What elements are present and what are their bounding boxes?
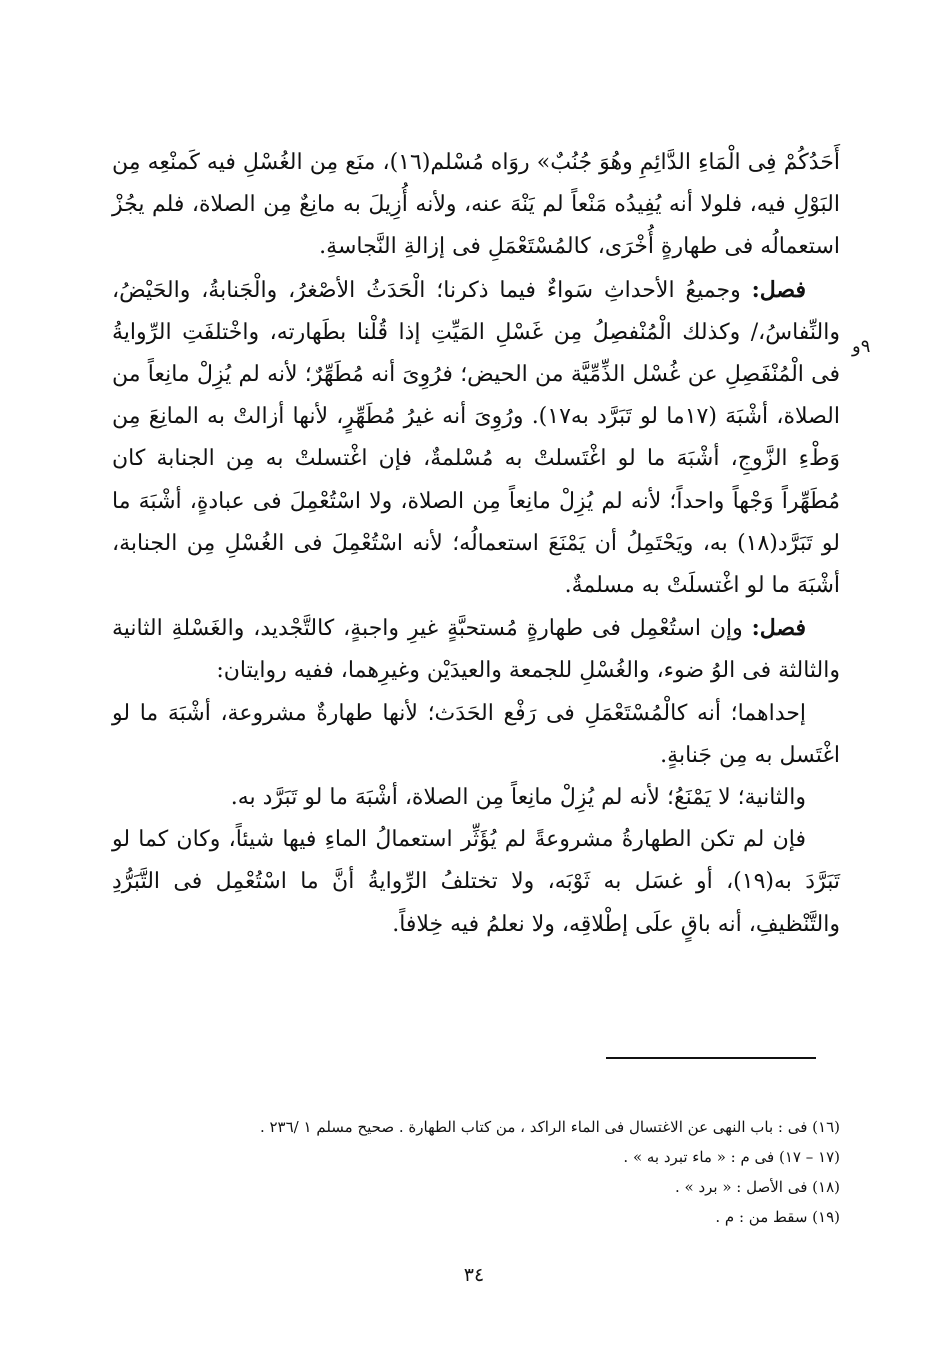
footnote-17: (١٧ – ١٧) فى م : « ماء تبرد به » . [623, 1148, 840, 1166]
paragraph-6-text: فإن لم تكن الطهارةُ مشروعةً لم يُؤَثِّر استعمالُ الماءِ فيها شيئاً، وكان كما لو تَبَرَّدَ به(١٩)، أو غسَل به ثَوْبَه، ولا تختلفُ الرِّوايةُ أنَّ ما اسْتُعْمِل فى التَّبَرُّدِ والتَّنْظيفِ، أنه باقٍ علَى إطْلاقِه، ولا نعلمُ فيه خِلافاً. [112, 827, 840, 937]
manuscript-folio-marker: ٩و [852, 336, 871, 357]
paragraph-4 [112, 693, 840, 777]
paragraph-3-text: وإن استُعْمِل فى طهارةٍ مُستحبَّةٍ غيرِ واجبةٍ، كالتَّجْديد، والغَسْلةِ الثانية والثالثة فى الوُ ضوء، والغُسْلِ للجمعة والعيدَيْن وغيرِهما، ففيه روايتان: [112, 616, 840, 684]
footnote-16: (١٦) فى : باب النهى عن الاغتسال فى الماء الراكد ، من كتاب الطهارة . صحيح مسلم ١ /٢٣٦ . [259, 1118, 840, 1136]
footnote-19: (١٩) سقط من : م . [715, 1208, 840, 1226]
footnote-separator [606, 1057, 816, 1059]
paragraph-5-text: والثانية؛ لا يَمْنَعُ؛ لأنه لم يُزِلْ مانِعاً مِن الصلاة، أشْبَهَ ما لو تَبَرَّد به. [230, 785, 806, 811]
paragraph-6 [112, 819, 840, 946]
section-heading-fasl: فصل: [751, 615, 806, 642]
page-number: ٣٤ [463, 1264, 485, 1286]
section-heading-fasl: فصل: [751, 276, 806, 303]
paragraph-1-text: أَحَدُكُمْ فِى الْمَاءِ الدَّائِمِ وهُوَ جُنُبٌ» روَاه مُسْلم(١٦)، منَع مِن الغُسْلِ فيه كَمنْعِه مِن البَوْلِ فيه، فلولا أنه يُفِيدُه مَنْعاً لم يَنْهَ عنه، ولأنه أُزِيلَ به مانِعٌ مِن الصلاة، فلم يجُزْ استعمالُه فى طهارةٍ أُخْرَى، كالمُسْتَعْمَلِ فى إزالةِ النَّجاسةِ. [112, 150, 840, 260]
paragraph-2 [112, 269, 840, 608]
paragraph-3 [112, 607, 840, 692]
main-text [112, 142, 840, 946]
paragraph-5 [112, 777, 840, 819]
paragraph-1 [112, 142, 840, 269]
paragraph-2-text: وجميعُ الأحداثِ سَواءٌ فيما ذكرنا؛ الْحَدَثُ الأصْغرُ، والْجَنابةُ، والحَيْضُ، والنِّفاسُ،/ وكذلك الْمُنْفصِلُ مِن غَسْلِ المَيِّتِ إذا قُلْنا بطَهارته، واخْتلفَتِ الرِّوايةُ فى الْمُنْفَصِلِ عن غُسْل الذِّمِّيَّة من الحيض؛ فرُوِىَ أنه مُطَهِّرٌ؛ لأنه لم يُزِلْ مانِعاً من الصلاة، أشْبَهَ (١٧ما لو تَبَرَّد به١٧). ورُوِىَ أنه غيرُ مُطَهِّرٍ، لأنها أزالتْ به المانِعَ مِن وَطْءِ الزَّوجِ، أشْبَهَ ما لو اغْتَسلتْ به مُسْلمةٌ، فإن اغْتسلتْ به مِن الجنابة كان مُطَهِّراً وَجْهاً واحداً؛ لأنه لم يُزِلْ مانِعاً مِن الصلاة، ولا اسْتُعْمِلَ فى عبادةٍ، أشْبَهَ ما لو تَبَرَّد(١٨) به، ويَحْتَمِلُ أن يَمْنَعَ استعمالُه؛ لأنه اسْتُعْمِلَ فى الغُسْلِ مِن الجنابة، أشْبَهَ ما لو اغْتسلَتْ به مسلمةٌ. [112, 277, 840, 599]
paragraph-4-text: إحداهما؛ أنه كالْمُسْتَعْمَلِ فى رَفْع الحَدَث؛ لأنها طهارةٌ مشروعة، أشْبَهَ ما لو اغْتَسل به مِن جَنابةٍ. [112, 700, 840, 768]
footnote-18: (١٨) فى الأصل : « برد » . [674, 1178, 840, 1196]
footnotes [120, 1112, 840, 1232]
